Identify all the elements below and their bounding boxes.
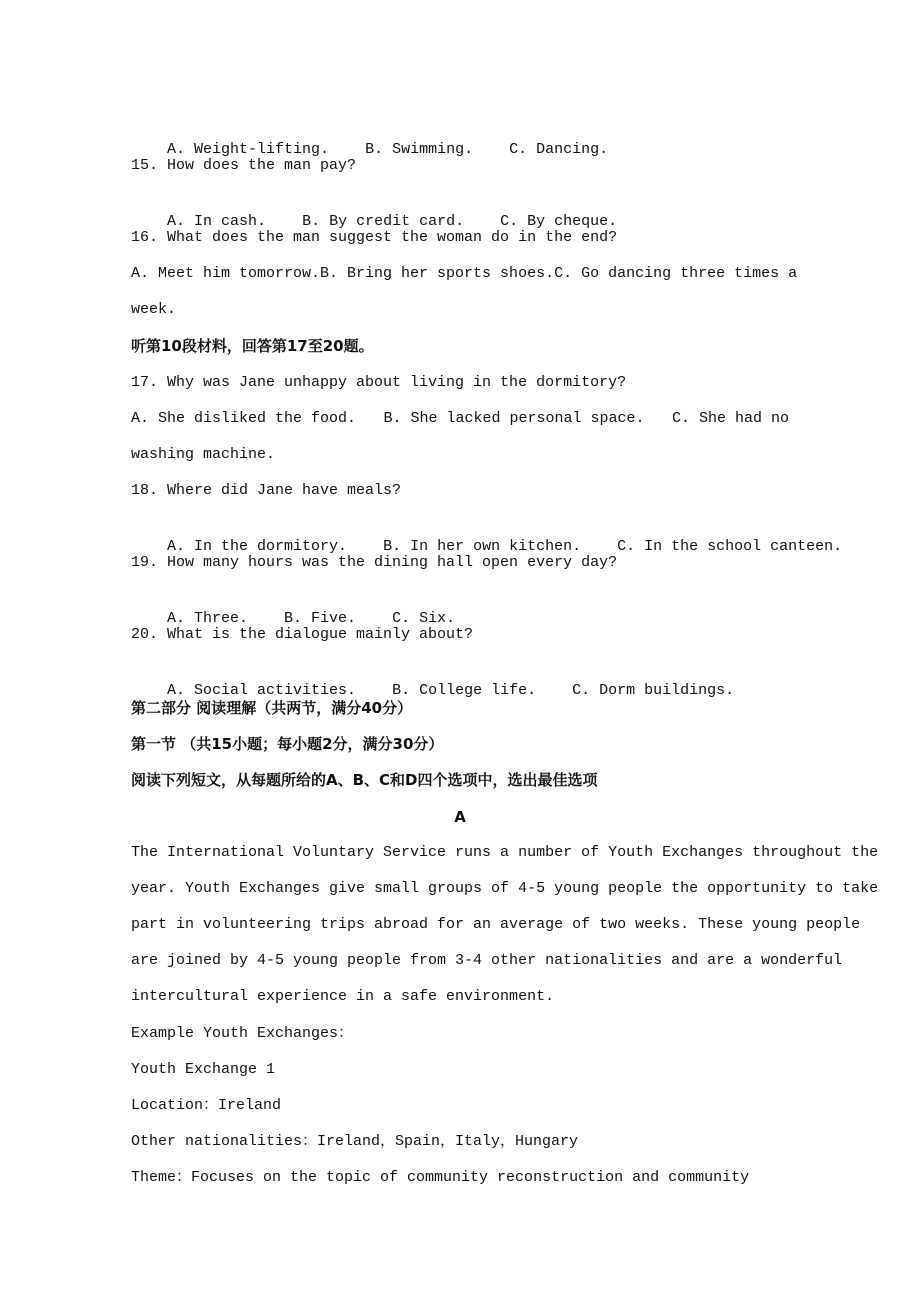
q15-option-c: C. By cheque. bbox=[500, 213, 618, 230]
q19-option-a: A. Three. bbox=[167, 610, 249, 627]
q17-question: 17. Why was Jane unhappy about living in the dormitory? bbox=[131, 374, 627, 391]
example-title: Youth Exchange 1 bbox=[131, 1061, 276, 1078]
q20-question: 20. What is the dialogue mainly about? bbox=[131, 626, 474, 643]
q17-option-a: A. She disliked the food. bbox=[131, 410, 357, 427]
q14-option-b: B. Swimming. bbox=[365, 141, 474, 158]
q19-option-c: C. Six. bbox=[392, 610, 456, 627]
passage-line: year. Youth Exchanges give small groups of 4-5 young people the opportunity to take bbox=[131, 880, 879, 897]
part2-heading: 第二部分 阅读理解（共两节，满分40分） bbox=[131, 699, 413, 717]
q15-option-b: B. By credit card. bbox=[302, 213, 465, 230]
q16-option-c: C. Go dancing three times a bbox=[554, 265, 798, 282]
q16-continuation: week. bbox=[131, 301, 177, 318]
q17-option-b: B. She lacked personal space. bbox=[383, 410, 645, 427]
section10-heading: 听第10段材料，回答第17至20题。 bbox=[131, 337, 374, 355]
example-nationalities: Other nationalities：Ireland，Spain，Italy，Hungary bbox=[131, 1133, 579, 1150]
section1-heading: 第一节 （共15小题；每小题2分，满分30分） bbox=[131, 735, 444, 753]
passage-label: A bbox=[454, 808, 466, 826]
passage-line: The International Voluntary Service runs a number of Youth Exchanges throughout the bbox=[131, 844, 879, 861]
examples-heading: Example Youth Exchanges： bbox=[131, 1025, 354, 1042]
q15-option-a: A. In cash. bbox=[167, 213, 267, 230]
passage-line: are joined by 4-5 young people from 3-4 other nationalities and are a wonderful bbox=[131, 952, 843, 969]
q18-option-c: C. In the school canteen. bbox=[617, 538, 843, 555]
q20-option-c: C. Dorm buildings. bbox=[572, 682, 735, 699]
example-location: Location：Ireland bbox=[131, 1097, 282, 1114]
q14-option-a: A. Weight-lifting. bbox=[167, 141, 330, 158]
q16-options bbox=[131, 264, 798, 284]
q20-option-b: B. College life. bbox=[392, 682, 537, 699]
q19-option-b: B. Five. bbox=[284, 610, 357, 627]
reading-instruction: 阅读下列短文，从每题所给的A、B、C和D四个选项中，选出最佳选项 bbox=[131, 771, 598, 789]
q18-option-b: B. In her own kitchen. bbox=[383, 538, 582, 555]
q18-option-a: A. In the dormitory. bbox=[167, 538, 348, 555]
passage-line: part in volunteering trips abroad for an average of two weeks. These young people bbox=[131, 916, 861, 933]
q16-option-a: A. Meet him tomorrow. bbox=[131, 265, 321, 282]
q15-question: 15. How does the man pay? bbox=[131, 157, 357, 174]
example-theme: Theme：Focuses on the topic of community reconstruction and community bbox=[131, 1169, 750, 1186]
passage-line: intercultural experience in a safe environment. bbox=[131, 988, 555, 1005]
q18-question: 18. Where did Jane have meals? bbox=[131, 482, 402, 499]
q19-question: 19. How many hours was the dining hall open every day? bbox=[131, 554, 618, 571]
q20-option-a: A. Social activities. bbox=[167, 682, 357, 699]
q16-option-b: B. Bring her sports shoes. bbox=[320, 265, 555, 282]
q16-question: 16. What does the man suggest the woman do in the end? bbox=[131, 229, 618, 246]
q17-options bbox=[131, 409, 789, 429]
q14-option-c: C. Dancing. bbox=[509, 141, 609, 158]
q17-option-c: C. She had no bbox=[671, 410, 789, 427]
q17-continuation: washing machine. bbox=[131, 446, 276, 463]
